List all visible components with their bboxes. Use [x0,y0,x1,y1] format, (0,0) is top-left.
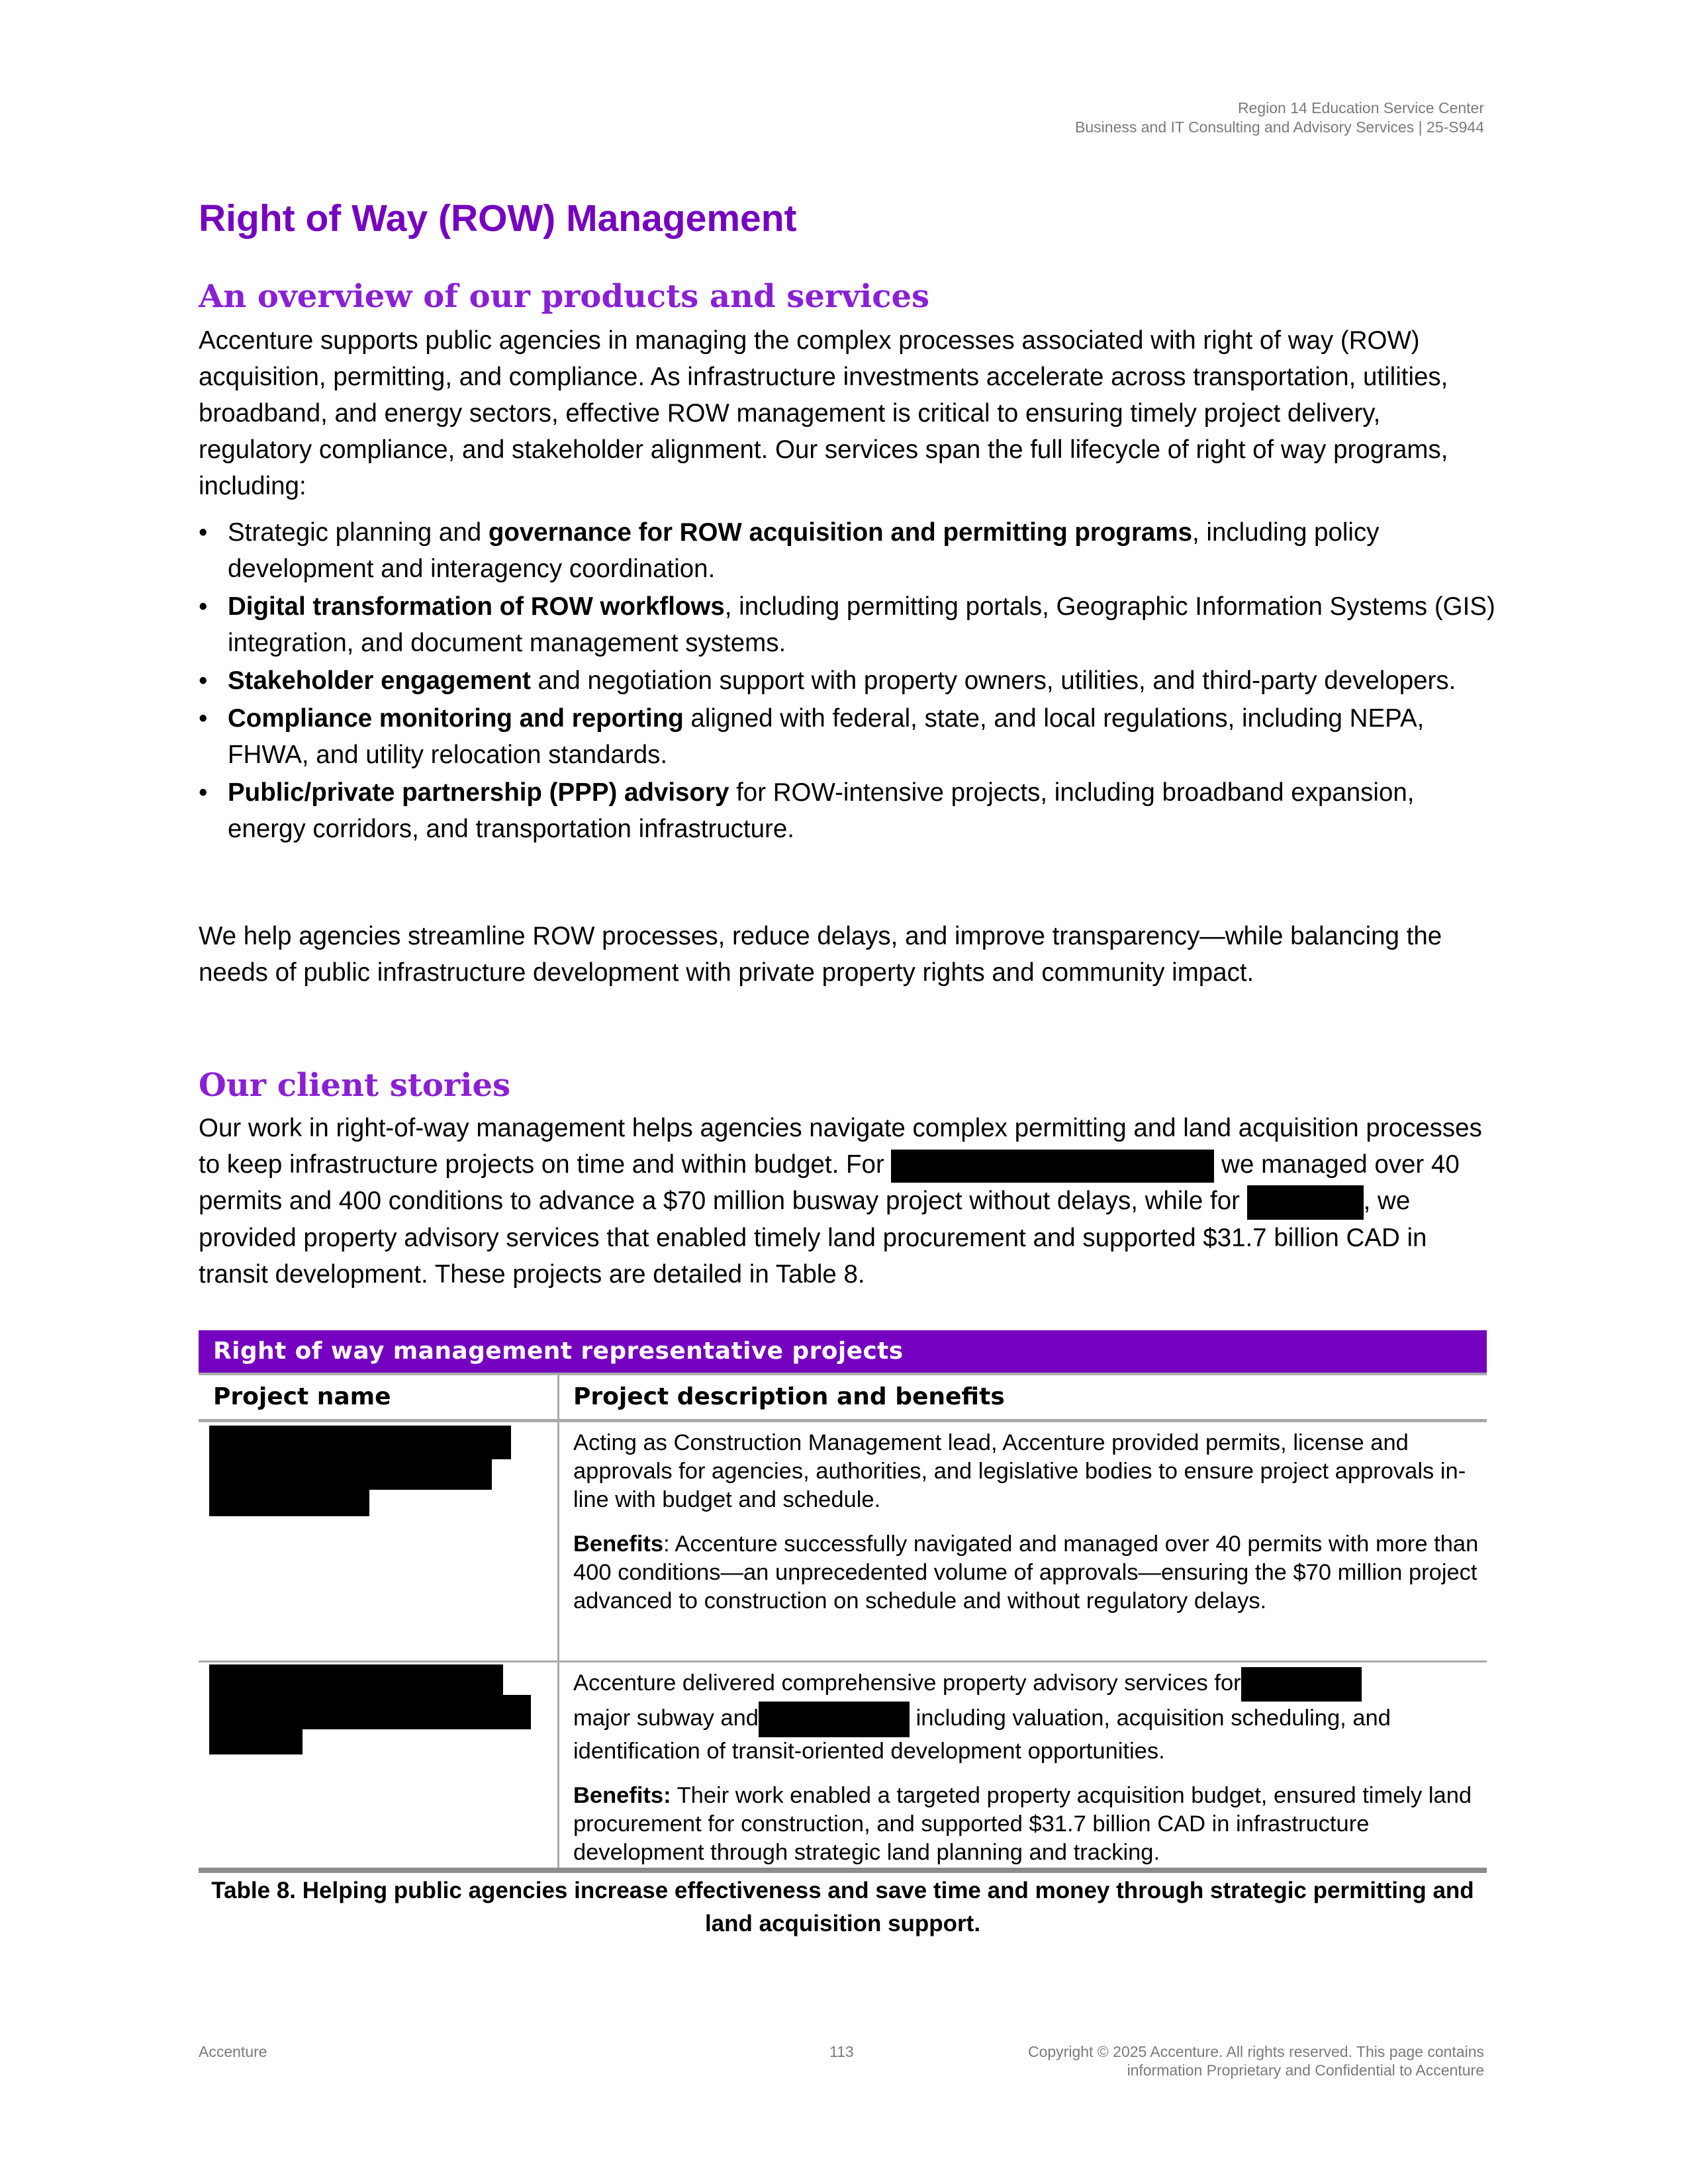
page-title: Right of Way (ROW) Management [199,197,797,240]
description-text: Accenture delivered comprehensive property advisory services for major subway and including valuation, acquisition scheduling, and identification of transit-oriented development opportunities. [573,1667,1500,1766]
bullet-icon: • [199,778,208,807]
table-bottom-rule [199,1868,1487,1873]
redaction-block [1247,1185,1364,1220]
services-list [199,514,1496,848]
list-item: • Public/private partnership (PPP) advisory for ROW-intensive projects, including broadband expansion, energy corridors, and transportation infrastructure. [199,774,1496,847]
list-item: • Stakeholder engagement and negotiation support with property owners, utilities, and third-party developers. [199,662,1496,699]
column-header-project: Project name [213,1383,391,1410]
project-description [573,1429,1500,1631]
overview-heading: An overview of our products and services [199,278,930,315]
redaction-block [209,1426,511,1459]
project-description [573,1667,1500,1883]
benefits-text: Benefits: Their work enabled a targeted property acquisition budget, ensured timely land procurement for construction, and supported $31.7 billion CAD in infrastructure development through strategic land planning and tracking. [573,1783,1472,1865]
overview-closing: We help agencies streamline ROW processes, reduce delays, and improve transparency—while balancing the needs of public infrastructure development with private property rights and community impact. [199,922,1442,987]
redaction-block [209,1459,492,1490]
table-banner: Right of way management representative projects [199,1330,1487,1373]
column-divider [557,1373,559,1422]
bullet-icon: • [199,704,208,733]
clients-paragraph: Our work in right-of-way management helps agencies navigate complex permitting and land acquisition processes to keep infrastructure projects on time and within budget. For we managed over 40 permits and 400 conditions to advance a $70 million busway project without delays, while for , we provided property advisory services that enabled timely land procurement and supported $31.7 billion CAD in transit development. These projects are detailed in Table 8. [199,1114,1482,1289]
bullet-icon: • [199,666,208,695]
footer-copyright: Copyright © 2025 Accenture. All rights reserved. This page contains information Proprietary and Confidential to Accenture [1027,2043,1484,2079]
redaction-block [209,1664,503,1695]
redaction-block [891,1150,1214,1183]
page-number: 113 [829,2043,854,2060]
description-text: Acting as Construction Management lead, Accenture provided permits, license and approvals for agencies, authorities, and legislative bodies to ensure project approvals in-line with budget and schedule. [573,1430,1466,1512]
table-divider [199,1373,1487,1375]
list-item: • Digital transformation of ROW workflows, including permitting portals, Geographic Information Systems (GIS) integration, and document management systems. [199,588,1496,661]
redaction-block [759,1702,910,1737]
redaction-block [1241,1667,1362,1702]
header-rfp: Business and IT Consulting and Advisory Services | 25-S944 [1075,118,1484,136]
list-item: • Compliance monitoring and reporting aligned with federal, state, and local regulations, including NEPA, FHWA, and utility relocation standards. [199,700,1496,773]
benefits-text: Benefits: Accenture successfully navigated and managed over 40 permits with more than 400 conditions—an unprecedented volume of approvals—ensuring the $70 million project advanced to construction on schedule and without regulatory delays. [573,1531,1479,1614]
table-caption: Table 8. Helping public agencies increase effectiveness and save time and money through strategic permitting and land acquisition support. [211,1878,1474,1936]
redaction-block [209,1695,531,1729]
footer-company: Accenture [199,2043,267,2060]
clients-heading: Our client stories [199,1067,511,1104]
header-org: Region 14 Education Service Center [1237,99,1484,116]
column-divider [557,1662,559,1868]
table-row [199,1422,1487,1661]
list-item: • Strategic planning and governance for ROW acquisition and permitting programs, including policy development and interagency coordination. [199,514,1496,587]
overview-intro: Accenture supports public agencies in managing the complex processes associated with right of way (ROW) acquisition, permitting, and compliance. As infrastructure investments accelerate across transportation, utilities, broadband, and energy sectors, effective ROW management is critical to ensuring timely project delivery, regulatory compliance, and stakeholder alignment. Our services span the full lifecycle of right of way programs, including: [199,326,1448,500]
bullet-icon: • [199,518,208,547]
redaction-block [209,1490,369,1516]
column-divider [557,1422,559,1661]
table-row [199,1662,1487,1868]
column-header-description: Project description and benefits [573,1383,1005,1410]
redaction-block [209,1729,303,1754]
bullet-icon: • [199,592,208,621]
